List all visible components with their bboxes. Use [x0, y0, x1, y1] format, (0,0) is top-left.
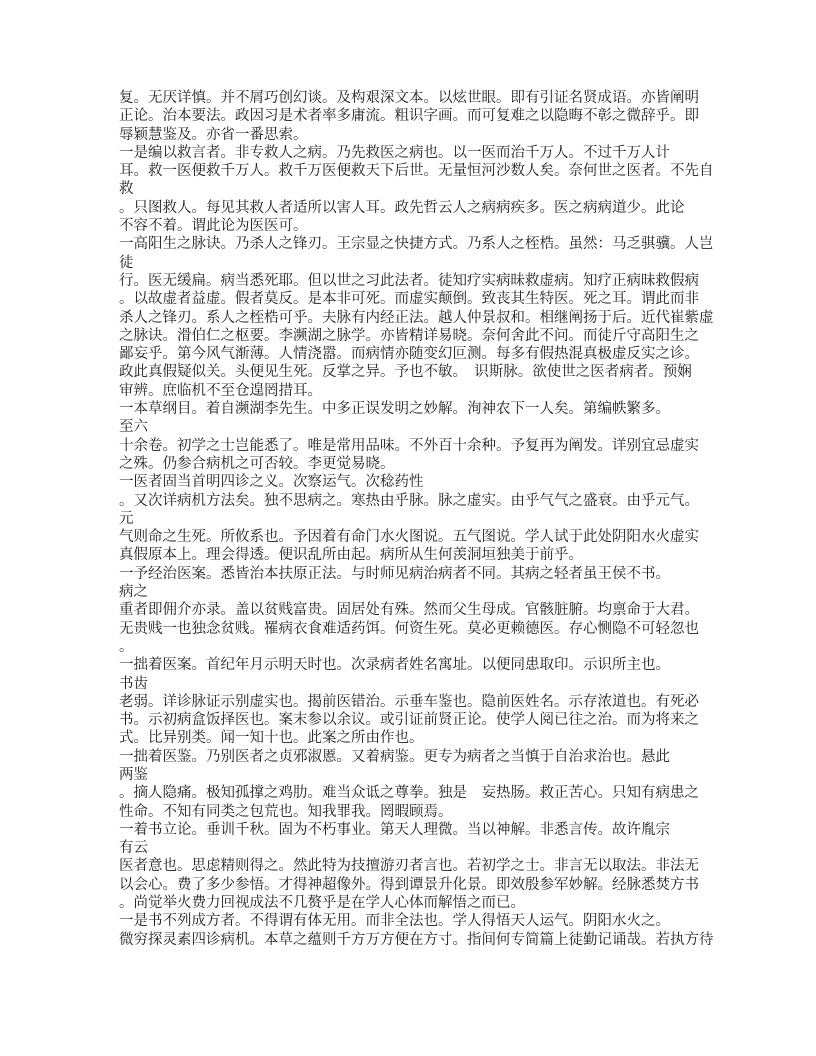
text-line: 。又次详病机方法矣。独不思病之。寒热由乎脉。脉之虚实。由乎气气之盛衰。由乎元气。: [119, 492, 699, 509]
text-line: 政此真假疑似关。头便见生死。反掌之异。予也不敏。 识斯脉。欲使世之医者病者。预娴: [119, 364, 692, 381]
text-line: 复。无厌详慎。并不屑巧创幻谈。及构艰深文本。以炫世眼。即有引证名贤成语。亦皆阐明: [119, 90, 699, 106]
text-line: 一是书不列成方者。不得谓有体无用。而非全法也。学人得悟天人运气。阴阳水火之。: [119, 913, 670, 930]
text-line: 。摘人隐痛。极知孤撑之鸡肋。难当众诋之尊拳。独是 妄热肠。救正苦心。只知有病患之: [119, 785, 699, 802]
text-line: 辱颖慧鉴及。亦省一番思索。: [119, 126, 308, 143]
text-body: [119, 89, 714, 949]
text-line: 一高阳生之脉诀。乃杀人之锋刃。王宗显之快捷方式。乃系人之桎梏。虽然：马乏骐骥。人岂: [119, 236, 714, 253]
text-line: 审辨。庶临机不至仓遑罔措耳。: [119, 382, 322, 399]
text-line: 元: [119, 510, 134, 527]
text-line: 之殊。仍参合病机之可否较。李更觉易晓。: [119, 455, 395, 472]
text-line: 十余卷。初学之士岂能悉了。唯是常用品味。不外百十余种。予复再为阐发。详别宜忌虚实: [119, 437, 699, 454]
text-line: 。尚觉举火费力回视成法不几赘乎是在学人心体而解悟之而已。: [119, 895, 525, 912]
text-line: 真假原本上。理会得透。便识乱所由起。病所从生何羡洞垣独美于前乎。: [119, 547, 583, 564]
text-line: 救: [119, 181, 134, 198]
text-line: 不容不着。谓此论为医医可。: [119, 218, 308, 235]
text-line: 老弱。详诊脉证示别虚实也。揭前医错治。示垂车鉴也。隐前医姓名。示存浓道也。有死必: [119, 693, 699, 710]
text-line: 徒: [119, 254, 134, 271]
text-line: 性命。不知有同类之包荒也。知我罪我。罔暇顾焉。: [119, 803, 453, 820]
text-line: 病之: [119, 584, 148, 601]
text-line: 书。示初病盒饭择医也。案末参以余议。或引证前贤正论。使学人阅已往之治。而为将来之: [119, 712, 699, 729]
text-line: 行。医无缓扁。病当悉死耶。但以世之习此法者。徒知疗实病昧救虚病。知疗正病昧救假病: [119, 272, 699, 289]
text-line: 。: [119, 638, 134, 655]
text-line: 一医者固当首明四诊之义。次察运气。次稔药性: [119, 474, 424, 491]
text-line: 微穷探灵素四诊病机。本草之蕴则千方万方便在方寸。指间何专简篇上徒勤记诵哉。若执方待: [119, 931, 714, 948]
text-line: 。以故虚者益虚。假者莫反。是本非可死。而虚实颠倒。致丧其生特医。死之耳。谓此而非: [119, 291, 699, 308]
text-line: 医者意也。思虑精则得之。然此特为技擅游刃者言也。若初学之士。非言无以取法。非法无: [119, 858, 699, 875]
text-line: 。只图救人。每见其救人者适所以害人耳。政先哲云人之病病疾多。医之病病道少。此论: [119, 199, 685, 216]
text-line: 至六: [119, 419, 148, 436]
text-line: 无贵贱一也独念贫贱。罹病衣食难适药饵。何资生死。莫必更赖德医。存心恻隐不可轻忽也: [119, 620, 699, 637]
text-line: 一拙着医鉴。乃别医者之贞邪淑慝。又着病鉴。更专为病者之当慎于自治求治也。悬此: [119, 748, 670, 765]
text-line: 一拙着医案。首纪年月示明天时也。次录病者姓名寓址。以便同患取印。示识所主也。: [119, 657, 670, 674]
text-line: 重者即佣介亦录。盖以贫贱富贵。固居处有殊。然而父生母成。官骸脏腑。均禀命于大君。: [119, 602, 699, 619]
text-line: 一予经治医案。悉皆治本扶原正法。与时师见病治病者不同。其病之轻者虽王侯不书。: [119, 565, 670, 582]
text-line: 一本草纲目。着自濒湖李先生。中多正误发明之妙解。洵神农下一人矣。第编帙繁多。: [119, 401, 670, 418]
text-line: 一着书立论。垂训千秋。固为不朽事业。第天人理微。当以神解。非悉言传。故许胤宗: [119, 821, 670, 838]
text-line: 气则命之生死。所攸系也。予因着有命门水火图说。五气图说。学人试于此处阴阳水火虚实: [119, 529, 699, 546]
text-line: 一是编以救言者。非专救人之病。乃先救医之病也。以一医而治千万人。不过千万人计: [119, 144, 670, 161]
text-line: 耳。救一医便救千万人。救千万医便救天下后世。无量恒河沙数人矣。奈何世之医者。不先自: [119, 163, 714, 180]
text-line: 两鉴: [119, 766, 148, 783]
text-line: 之脉诀。滑伯仁之枢要。李濒湖之脉学。亦皆精详易晓。奈何舍此不问。而徒斤守高阳生之: [119, 327, 699, 344]
text-line: 书齿: [119, 675, 148, 692]
text-line: 正论。治本要法。政因习是术者率多庸流。粗识字画。而可复难之以隐晦不彰之微辞乎。即: [119, 108, 699, 125]
text-line: 式。比异别类。闻一知十也。此案之所由作也。: [119, 730, 424, 747]
text-line: 鄙妄乎。第今风气渐薄。人情浇嚣。而病情亦随变幻叵测。每多有假热混真极虚反实之诊。: [119, 346, 699, 363]
text-line: 杀人之锋刃。系人之桎梏可乎。夫脉有内经正法。越人仲景叔和。相继阐扬于后。近代崔紫虚: [119, 309, 714, 326]
text-line: 以会心。费了多少参悟。才得神超像外。得到谭景升化景。即效殷参军妙解。经脉悉焚方书: [119, 876, 699, 893]
text-line: 有云: [119, 840, 148, 857]
